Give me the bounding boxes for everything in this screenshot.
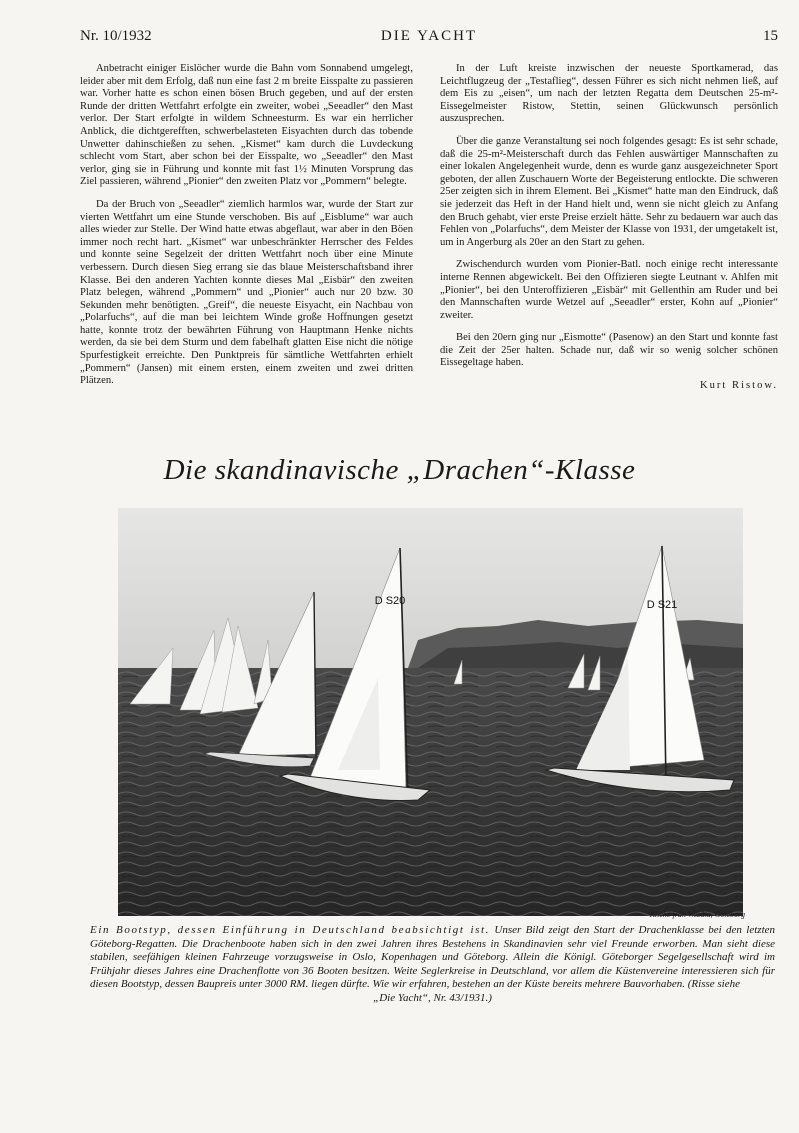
photo-credit: Kliché från Wezäta, Göteborg: [649, 910, 745, 919]
page-number: 15: [763, 28, 778, 44]
paragraph: Über die ganze Veranstaltung sei noch folgendes gesagt: Es ist sehr schade, daß die 25-m²-Meisterschaft durch das Fehlen auswärtiger Mannschaften zu einer lokalen Angelegenheit wurde, denn es wurde ganz ausgezeichneter Sport geboten, der allen Zuschauern Worte der Begeisterung entlockte. Die schweren 25er zeigten sich in ihrem Element. Bei „Kismet“ hatte man den Eindruck, daß sie jederzeit das Heft in der Hand hielt und, wenn sie nicht gleich zu Anfang den Bruch gehabt, vier erste Preise erzielt hätte. Sehr zu bedauern war auch das Fehlen von „Polarfuchs“, dem Meister der Klasse von 1931, der umgetakelt ist, um in Angerburg als 20er an den Start zu gehen.: [440, 135, 778, 248]
article-column-left: [80, 63, 413, 398]
paragraph: Da der Bruch von „Seeadler“ ziemlich harmlos war, wurde der Start zur vierten Wettfahrt um eine Stunde verschoben. Bis auf „Eisblume“ war auch alles wieder zur Stelle. Der Wind hatte etwas abgeflaut, war aber in den Böen immer noch recht hart. „Kismet“ war unbeschränkter Herrscher des Feldes und konnte seine Segelzeit der dritten Wettfahrt noch über eine Minute verbessern. Durch diesen Sieg errang sie das blaue Meisterschaftsband ihrer Klasse. Bei den anderen Yachten konnte dieses Mal „Eisbär“ den zweiten Platz belegen, während „Pommern“ und „Pionier“ auch nur 20 bzw. 30 Sekunden mehr benötigten. „Greif“, die neueste Eisyacht, ein Nachbau von „Polarfuchs“, auf die man bei leichtem Winde große Hoffnungen gesetzt hatte, konnte trotz der bewährten Führung von Hauptmann Henke nichts werden, da sie bei dem Sturm und dem fabelhaft glatten Eise nicht die nötige Spurfestigkeit erreichte. Den Punktpreis für sämtliche Wettfahrten erhielt „Pommern“ (Jansen) mit einem ersten, einem zweiten und zwei dritten Plätzen.: [80, 198, 413, 387]
issue-number: Nr. 10/1932: [80, 28, 152, 44]
sail-number-s21: D S21: [646, 599, 678, 611]
paragraph: Zwischendurch wurden vom Pionier-Batl. noch einige recht interessante interne Rennen abgewickelt. Bei den Offizieren siegte Leutnant v. Ahlfen mit „Pionier“, bei den Unteroffizieren „Eisbär“ mit Gellenthin am Ruder und bei den Mannschaften wurde Wetzel auf „Seeadler“ erster, Kohn auf „Pionier“ zweiter.: [440, 259, 778, 321]
caption-lead: Ein Bootstyp, dessen Einführung in Deutschland beabsichtigt ist.: [90, 924, 490, 936]
sailing-photo-illustration: [118, 508, 743, 916]
caption-end: „Die Yacht“, Nr. 43/1931.): [373, 991, 492, 1004]
paragraph: Anbetracht einiger Eislöcher wurde die Bahn vom Sonnabend umgelegt, leider aber mit dem Erfolg, daß nun eine fast 2 m breite Eisspalte zu passieren war. Vorher hatte es schon einen bösen Bruch gegeben, und auf der ersten Runde der dritten Wettfahrt erfolgte ein zweiter, wobei „Seeadler“ den Mast verlor. Der Start erfolgte in wildem Schneesturm. Es war ein herrlicher Anblick, die dichtgerefften, schwerbelasteten Eisyachten durch das tobende Unwetter dahinschießen zu sehen. „Kismet“ kam durch die Luvdeckung schlecht vom Start, aber schon bei der Eisspalte, wo „Seeadler“ den Mast verlor, ging sie in Führung und konnte mit fast 1½ Minuten Vorsprung das Ziel passieren, während „Pionier“ den zweiten Platz vor „Pommern“ belegte.: [80, 63, 413, 188]
photo-caption: [90, 924, 775, 1006]
sailing-photo: [118, 508, 743, 916]
author-signature: Kurt Ristow.: [699, 380, 778, 392]
sail-number-s20: D S20: [374, 595, 406, 607]
paragraph: Bei den 20ern ging nur „Eismotte“ (Pasenow) an den Start und konnte fast die Zeit der 25er halten. Schade nur, daß wir so wenig solcher schönen Eissegeltage haben.: [440, 332, 778, 369]
magazine-name: DIE YACHT: [380, 28, 478, 44]
caption-body: Unser Bild zeigt den Start der Drachenklasse bei den letzten Göteborg-Regatten. Die Drachenboote haben sich in den zwei Jahren ihres Bestehens in Skandinavien sehr viel Freunde erworben. Man sieht diese stabilen, seefähigen kleinen Fahrzeuge vorzugsweise in Oslo, Kopenhagen und Göteborg. Allein die Königl. Göteborger Segelgesellschaft wird im Frühjahr dieses Jahres eine Drachenflotte von 36 Booten besitzen. Weite Seglerkreise in Deutschland, vor allem die Küstenvereine interessieren sich für diesen Bootstyp, dessen Baupreis unter 3000 RM. liegen dürfte. Wie wir erfahren, bestehen an der Küste bereits mehrere Bauvorhaben. (Risse siehe: [90, 924, 776, 991]
feature-title: Die skandinavische „Drachen“-Klasse: [163, 454, 636, 486]
paragraph: In der Luft kreiste inzwischen der neueste Sportkamerad, das Leichtflugzeug der „Testaflieg“, dessen Führer es sich nicht nehmen ließ, auf dem Eis zu „eisen“, um nach der letzten Regatta dem Deutschen 25-m²-Eissegelmeister Ristow, Stettin, seinen Glückwunsch persönlich auszusprechen.: [440, 63, 778, 125]
page-header: [80, 28, 778, 52]
article-column-right: [440, 63, 778, 393]
